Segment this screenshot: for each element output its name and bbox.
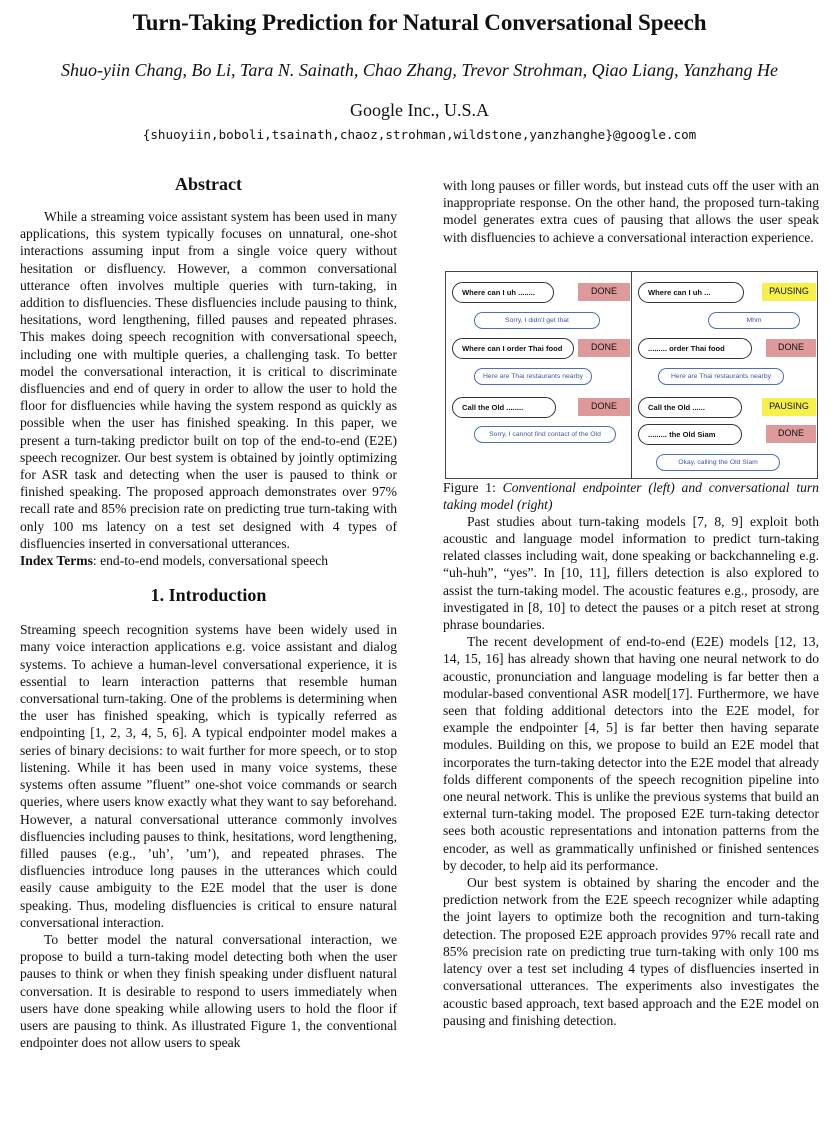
right-query-2: ......... order Thai food — [638, 338, 752, 359]
right-response-2: Here are Thai restaurants nearby — [658, 368, 784, 385]
intro-heading: 1. Introduction — [150, 585, 267, 606]
figure-caption-label: Figure 1: — [443, 479, 503, 495]
left-query-2: Where can I order Thai food — [452, 338, 574, 359]
left-response-3: Sorry, I cannot find contact of the Old — [474, 426, 616, 443]
left-query-1: Where can I uh ........ — [452, 282, 554, 303]
right-pausing-tag-3: PAUSING — [762, 398, 816, 416]
figure-caption-text: Conventional endpointer (left) and conversational turn taking model (right) — [443, 479, 819, 512]
best-system-paragraph: Our best system is obtained by sharing the encoder and the prediction network from the E2E speech recognizer while adapting the joint layers to optimize both the recognition and turn-taking detection. The proposed E2E approach provides 97% recall rate and 85% precision rate on predicting true turn-taking with only 100 ms latency over a test set including 4 types of disfluencies inserted in conversational utterances. The experiments also investigates the acoustic based approach, text based approach and the E2E model on pausing and finishing detection. — [443, 875, 819, 1028]
intro-paragraph-2: To better model the natural conversational interaction, we propose to build a turn-taking model detecting both when the user pauses to think or when they finish speaking under disfluent natural conversation. It is desirable to respond to users immediately when users have done speaking while allowing users to hold the floor if users are pausing to think. As illustrated Figure 1, the conventional endpointer does not allow users to speak — [20, 931, 397, 1051]
right-query-3: Call the Old ...... — [638, 397, 742, 418]
figure-caption — [443, 479, 819, 513]
left-response-2: Here are Thai restaurants nearby — [474, 368, 592, 385]
index-terms — [20, 552, 397, 569]
index-terms-label: Index Terms — [20, 553, 93, 569]
abstract-heading: Abstract — [175, 174, 242, 194]
left-response-1: Sorry, I didn't get that — [474, 312, 600, 329]
figure-1 — [445, 271, 818, 479]
affiliation: Google Inc., U.S.A — [350, 100, 489, 120]
right-column — [443, 177, 819, 1029]
left-done-tag-1: DONE — [578, 283, 630, 301]
paper-title: Turn-Taking Prediction for Natural Conversational Speech — [132, 10, 707, 35]
author-list: Shuo-yiin Chang, Bo Li, Tara N. Sainath, Chao Zhang, Trevor Strohman, Qiao Liang, Yanzhang He — [61, 60, 778, 80]
related-work-paragraph: Past studies about turn-taking models [7, 8, 9] exploit both acoustic and language model information to predict turn-taking related classes including wait, done speaking or backchanneling e.g. “uh-huh”, “yes”. In [10, 11], fillers detection is also explored to assist the turn-taking model. The acoustic features e.g., prosody, are investigated in [8, 10] to detect the pauses or a pitch reset at strong phrase boundaries. — [443, 513, 819, 633]
e2e-paragraph: The recent development of end-to-end (E2E) models [12, 13, 14, 15, 16] has already shown that having one neural network to do acoustic, pronunciation and language modeling is far better then a modular-based conventional ASR model[17]. Furthermore, we have seen that folding additional detectors into the E2E model, for example the endpointer [4, 5] is far better then having separate modules. Building on this, we propose to build an E2E model that incorporates the turn-taking detector into the E2E model that already folds different components of the speech recognition pipeline into one neural network. This is unlike the previous systems that build an external turn-taking model. The proposed E2E turn-taking detector sees both acoustic representations and intonation patterns from the encoder, as well as grammatically unfinished or finished sentences by decoder, to help aid its performance. — [443, 634, 819, 873]
intro-paragraph-2-continued: with long pauses or filler words, but instead cuts off the user with an inappropriate response. On the other hand, the proposed turn-taking model generates extra cues of pausing that allows the user speak with disfluencies to achieve a conversational interaction experience. — [443, 178, 819, 245]
right-done-tag-2: DONE — [766, 339, 816, 357]
left-column — [20, 172, 397, 1051]
right-response-4: Okay, calling the Old Siam — [656, 454, 780, 471]
abstract-text: While a streaming voice assistant system has been used in many applications, this system typically focuses on unnatural, one-shot interactions assuming input from a single voice query without hesitation or disfluency. However, a common conversational utterance often involves multiple queries with turn-taking, in addition to disfluencies. These disfluencies include pausing to think, hesitations, word lengthening, filled pauses and repeated phrases. This makes doing speech recognition with conversational speech, including one with multiple queries, a challenging task. To better model the conversational interaction, it is critical to discriminate disfluencies and end of query in order to allow the user to hold the floor for disfluencies while having the system respond as quickly as possible when the user has finished speaking. In this paper, we present a turn-taking predictor built on top of the end-to-end (E2E) speech recognizer. Our best system is obtained by jointly optimizing for ASR task and detecting when the user is paused to think or finished speaking. The proposed approach demonstrates over 97% recall rate and 85% precision rate on predicting true turn-taking with only 100 ms latency on a test set designed with 4 types of disfluencies inserted in conversational utterances. — [20, 209, 397, 551]
left-done-tag-2: DONE — [578, 339, 630, 357]
right-response-1: Mhm — [708, 312, 800, 329]
left-query-3: Call the Old ........ — [452, 397, 556, 418]
author-emails: {shuoyiin,boboli,tsainath,chaoz,strohman,wildstone,yanzhanghe}@google.com — [142, 127, 697, 142]
right-query-4: ......... the Old Siam — [638, 424, 742, 445]
intro-paragraph-1: Streaming speech recognition systems have been widely used in many voice interaction applications e.g. voice assistant and dialog systems. To achieve a human-level conversational experience, it is essential to learn interaction patterns that resemble human conversational turn-taking. One of the problems is determining when the user has finished speaking, which is typically referred as endpointing [1, 2, 3, 4, 5, 6]. A typical endpointer model makes a series of binary decisions: to wait further for more speech, or to stop listening. While it has been used in many voice systems, these systems often assume ”fluent” one-shot voice commands or search queries, where users know exactly what they want to say beforehand. However, a natural conversational utterance commonly involves disfluencies including pauses to think, hesitations, word lengthening, filled pauses (e.g., ’uh’, ’um’), and repeated phrases. The disfluencies introduce long pauses in the utterances which could easily cause ambiguity to the E2E model that the user is done speaking. Thus, modeling disfluencies is critical to ensure natural conversational interaction. — [20, 622, 397, 930]
right-pausing-tag-1: PAUSING — [762, 283, 816, 301]
figure-divider — [631, 272, 632, 478]
left-done-tag-3: DONE — [578, 398, 630, 416]
index-terms-text: : end-to-end models, conversational speech — [92, 553, 329, 569]
right-done-tag-4: DONE — [766, 425, 816, 443]
right-query-1: Where can I uh ... — [638, 282, 744, 303]
